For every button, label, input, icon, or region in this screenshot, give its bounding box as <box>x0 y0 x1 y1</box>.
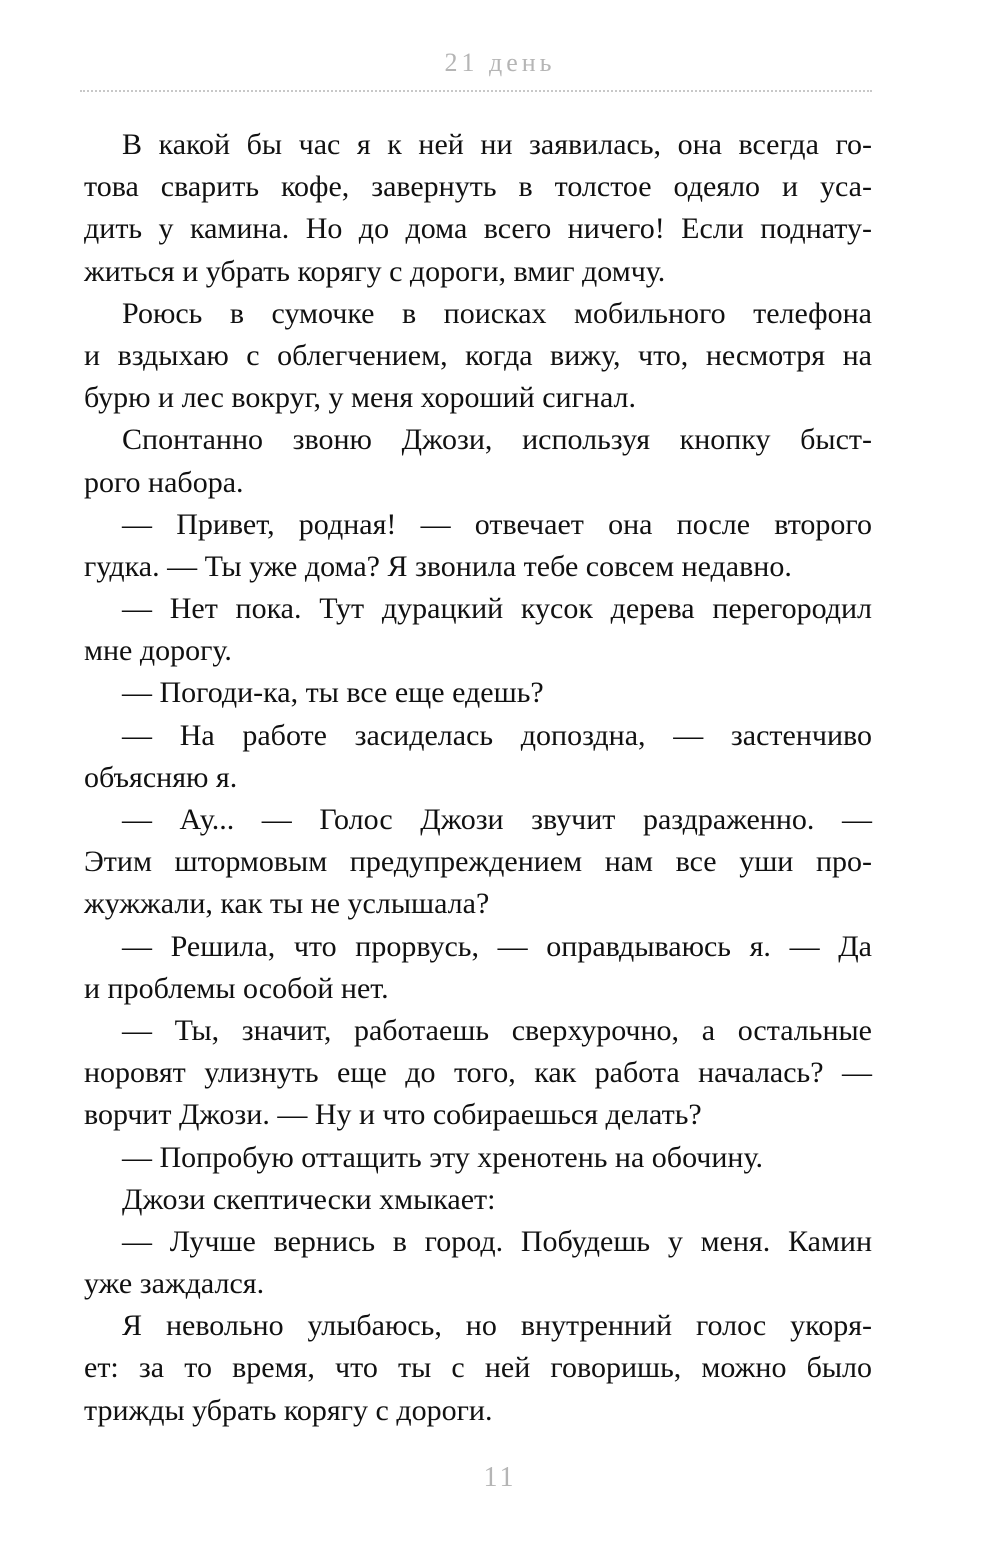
text-line: Этим штормовым предупреждением нам все уши про- <box>84 845 872 879</box>
text-line: Я невольно улыбаюсь, но внутренний голос укоря- <box>122 1309 872 1343</box>
text-line: — Попробую оттащить эту хренотень на обочину. <box>122 1140 763 1174</box>
text-line: това сварить кофе, завернуть в толстое одеяло и уса- <box>84 170 872 204</box>
text-line: рого набора. <box>84 465 244 499</box>
text-line: мне дорогу. <box>84 634 232 668</box>
text-line: гудка. — Ты уже дома? Я звонила тебе совсем недавно. <box>84 549 792 583</box>
text-line: жужжали, как ты не услышала? <box>84 887 490 921</box>
text-line: объясняю я. <box>84 760 238 794</box>
text-line: ворчит Джози. — Ну и что собираешься делать? <box>84 1098 702 1132</box>
text-line: житься и убрать корягу с дороги, вмиг домчу. <box>84 254 666 288</box>
text-line: трижды убрать корягу с дороги. <box>84 1393 493 1427</box>
header-divider <box>80 90 872 92</box>
text-line: В какой бы час я к ней ни заявилась, она всегда го- <box>122 128 872 161</box>
text-line: — Ты, значит, работаешь сверхурочно, а остальные <box>122 1013 872 1047</box>
body-text <box>84 124 872 1432</box>
text-line: — Привет, родная! — отвечает она после второго <box>122 507 872 541</box>
text-line: ет: за то время, что ты с ней говоришь, можно было <box>84 1351 872 1385</box>
text-line: — Решила, что прорвусь, — оправдываюсь я. — Да <box>122 929 872 963</box>
text-line: Спонтанно звоню Джози, используя кнопку быст- <box>122 423 872 457</box>
running-header: 21 день <box>444 48 556 77</box>
text-line: Джози скептически хмыкает: <box>122 1182 496 1216</box>
text-line: — Нет пока. Тут дурацкий кусок дерева перегородил <box>122 592 872 626</box>
text-line: бурю и лес вокруг, у меня хороший сигнал. <box>84 381 636 415</box>
text-line: Роюсь в сумочке в поисках мобильного телефона <box>122 296 872 330</box>
text-line: дить у камина. Но до дома всего ничего! Если поднату- <box>84 212 872 246</box>
text-line: уже заждался. <box>84 1267 265 1301</box>
text-line: — Лучше вернись в город. Побудешь у меня. Камин <box>122 1224 872 1258</box>
text-line: и вздыхаю с облегчением, когда вижу, что, несмотря на <box>84 338 872 372</box>
text-line: норовят улизнуть еще до того, как работа началась? — <box>84 1056 872 1090</box>
text-line: — Погоди-ка, ты все еще едешь? <box>122 676 544 710</box>
page-number: 11 <box>483 1462 517 1493</box>
text-line: — Ау... — Голос Джози звучит раздраженно. — <box>122 803 872 836</box>
text-line: и проблемы особой нет. <box>84 971 389 1005</box>
text-line: — На работе засиделась допоздна, — застенчиво <box>122 718 872 752</box>
